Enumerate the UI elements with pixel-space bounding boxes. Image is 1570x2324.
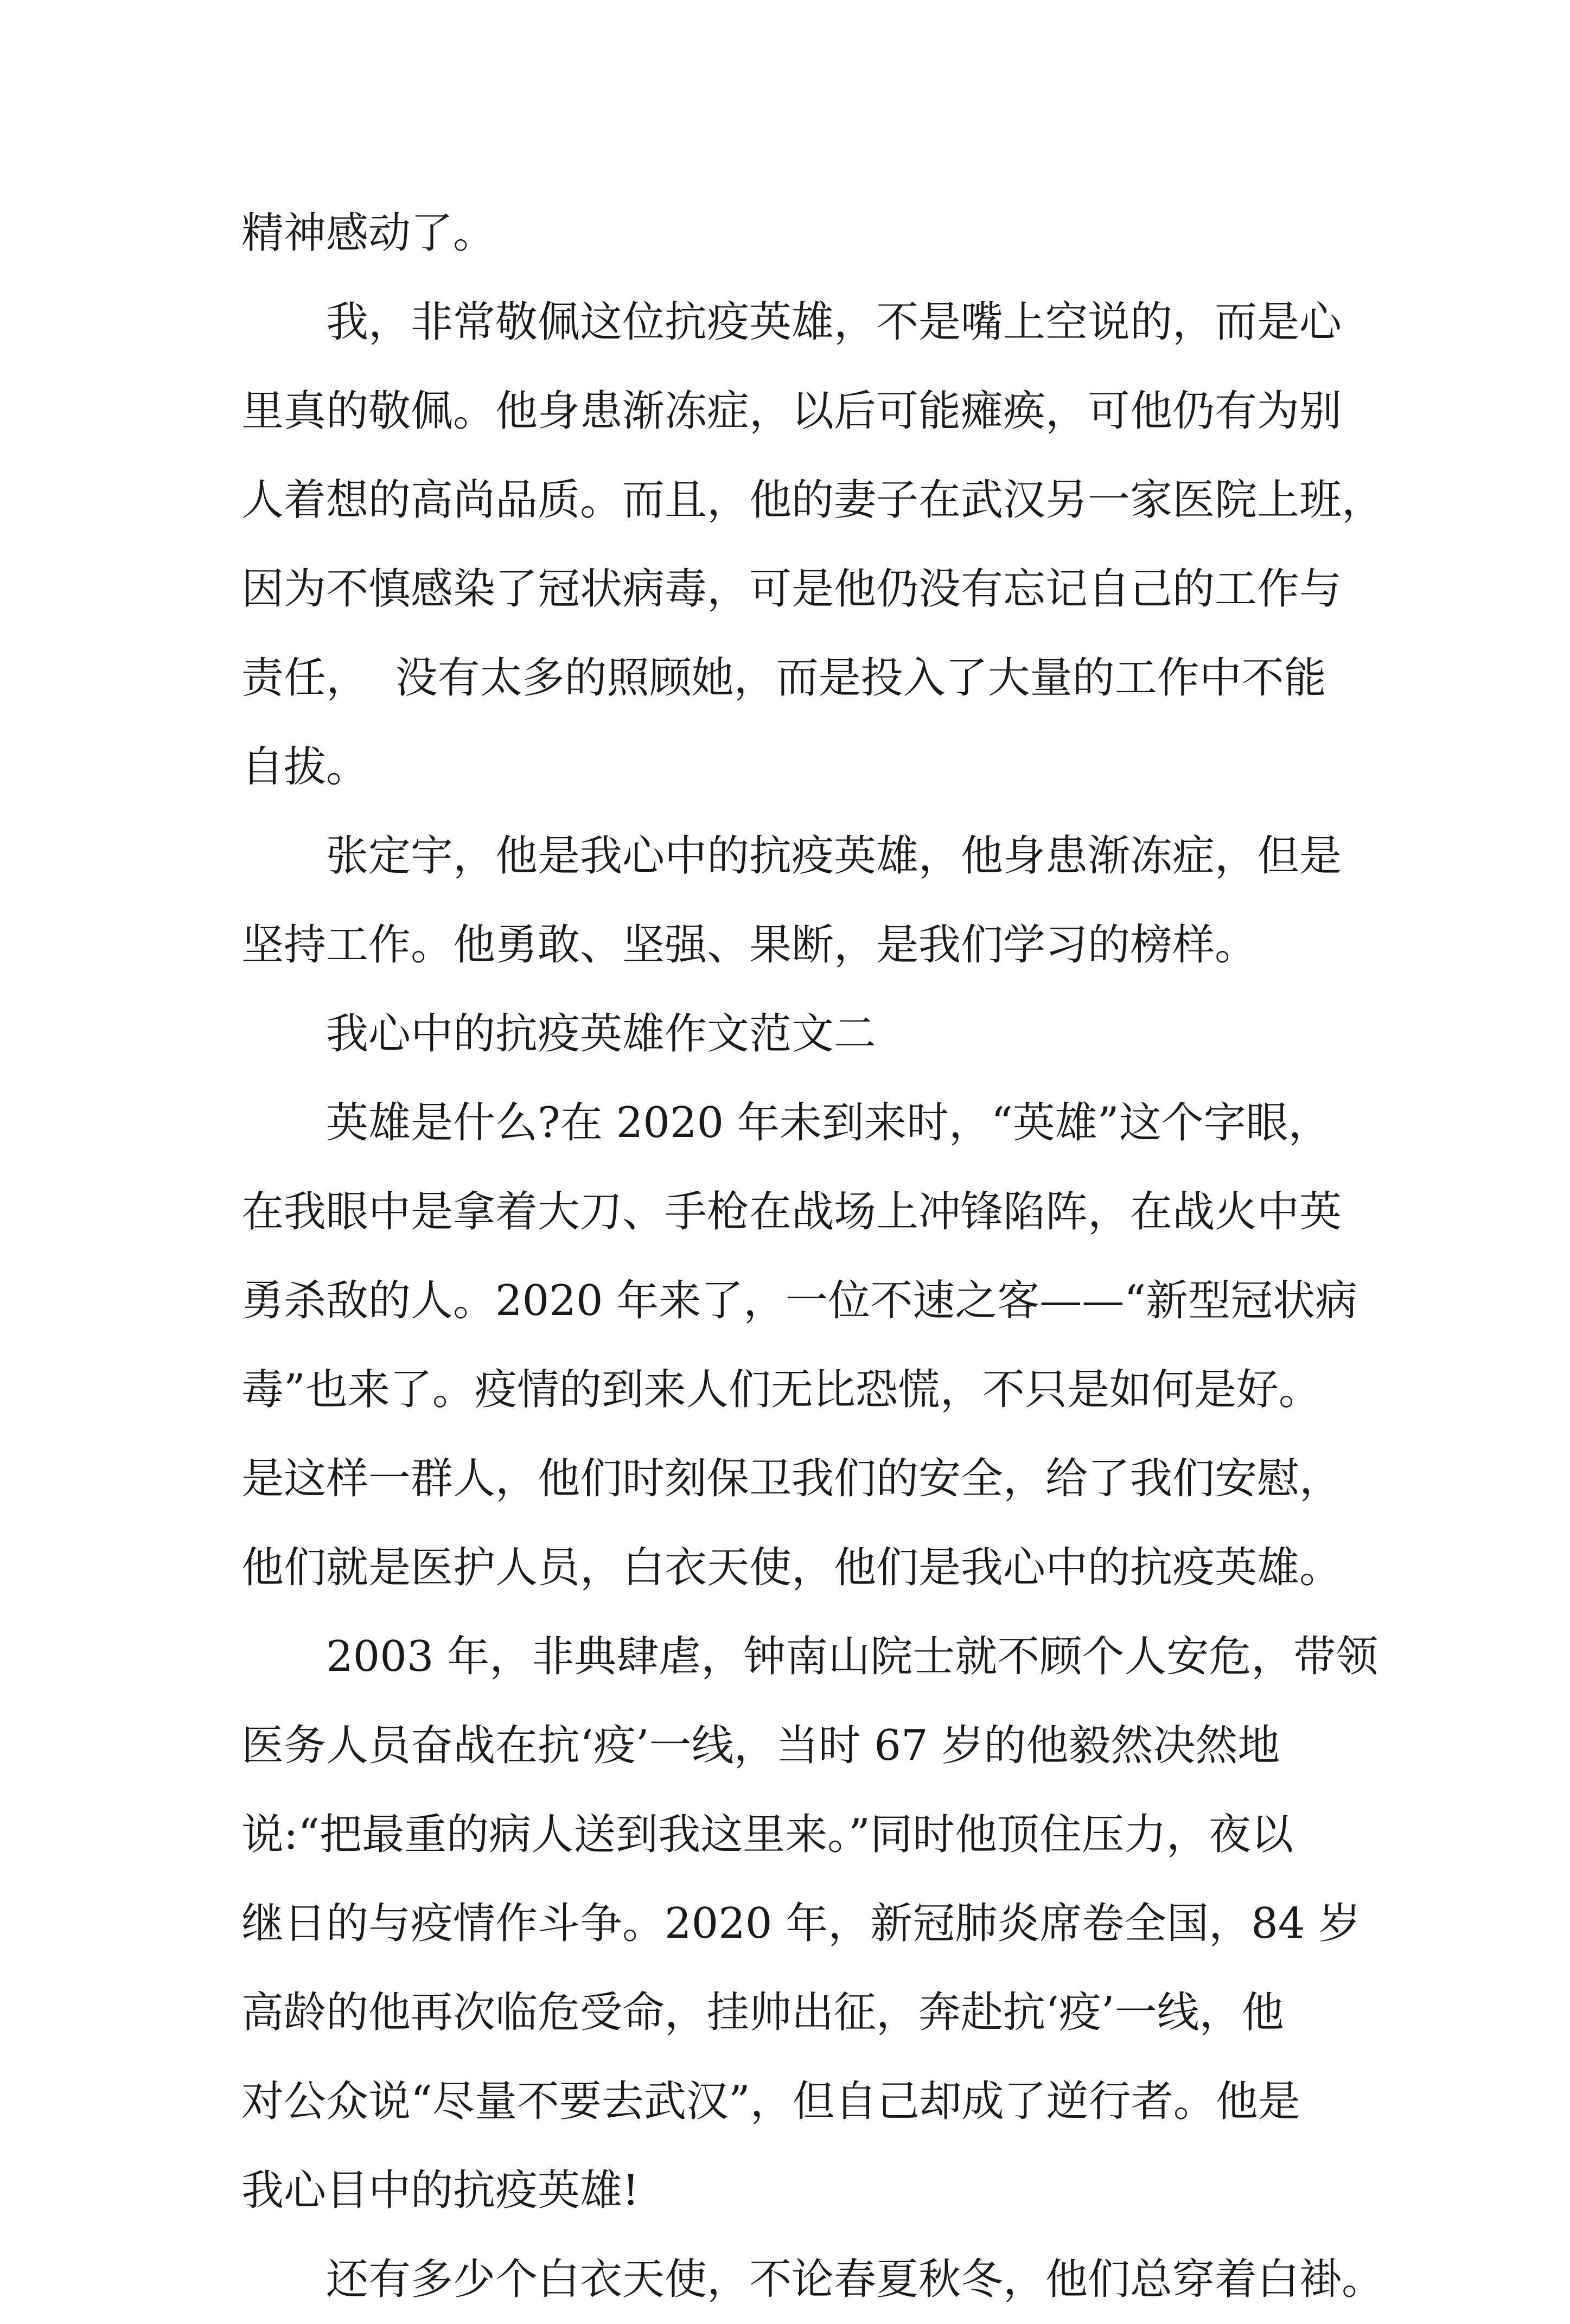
text-line: 我，非常敬佩这位抗疫英雄，不是嘴上空说的，而是心: [326, 298, 1342, 347]
text-line: 里真的敬佩。他身患渐冻症，以后可能瘫痪，可他仍有为别: [241, 387, 1342, 436]
text-line: 毒”也来了。疫情的到来人们无比恐慌，不只是如何是好。: [241, 1365, 1321, 1414]
text-line: 对公众说“尽量不要去武汉”，但自己却成了逆行者。他是: [241, 2077, 1300, 2126]
text-line: 责任， 没有太多的照顾她，而是投入了大量的工作中不能: [241, 654, 1326, 703]
text-line: 我心中的抗疫英雄作文范文二: [326, 1010, 877, 1058]
text-line: 我心目中的抗疫英雄!: [241, 2166, 640, 2215]
text-line: 张定宇，他是我心中的抗疫英雄，他身患渐冻症，但是: [326, 832, 1342, 880]
text-line: 高龄的他再次临危受命，挂帅出征，奔赴抗‘疫’一线，他: [241, 1988, 1284, 2037]
text-line: 精神感动了。: [241, 209, 496, 258]
text-line: 他们就是医护人员，白衣天使，他们是我心中的抗疫英雄。: [241, 1543, 1342, 1592]
text-line: 是这样一群人，他们时刻保卫我们的安全，给了我们安慰，: [241, 1454, 1342, 1503]
text-line: 自拔。: [241, 743, 369, 791]
text-line: 英雄是什么?在 2020 年未到来时，“英雄”这个字眼，: [326, 1099, 1331, 1147]
text-line: 坚持工作。他勇敢、坚强、果断，是我们学习的榜样。: [241, 921, 1258, 969]
text-line: 2003 年，非典肆虐，钟南山院士就不顾个人安危，带领: [326, 1632, 1378, 1681]
text-line: 还有多少个白衣天使，不论春夏秋冬，他们总穿着白褂。: [326, 2255, 1384, 2304]
text-line: 医务人员奋战在抗‘疫’一线，当时 67 岁的他毅然决然地: [241, 1721, 1280, 1770]
text-line: 人着想的高尚品质。而且，他的妻子在武汉另一家医院上班，: [241, 476, 1384, 525]
text-line: 说:“把最重的病人送到我这里来。”同时他顶住压力，夜以: [241, 1810, 1294, 1859]
body-text: [241, 189, 1384, 2324]
text-line: 因为不慎感染了冠状病毒，可是他仍没有忘记自己的工作与: [241, 565, 1342, 614]
text-line: 继日的与疫情作斗争。2020 年，新冠肺炎席卷全国，84 岁: [241, 1899, 1361, 1948]
text-line: 勇杀敌的人。2020 年来了，一位不速之客——“新型冠状病: [241, 1276, 1358, 1325]
text-line: 在我眼中是拿着大刀、手枪在战场上冲锋陷阵，在战火中英: [241, 1187, 1342, 1236]
